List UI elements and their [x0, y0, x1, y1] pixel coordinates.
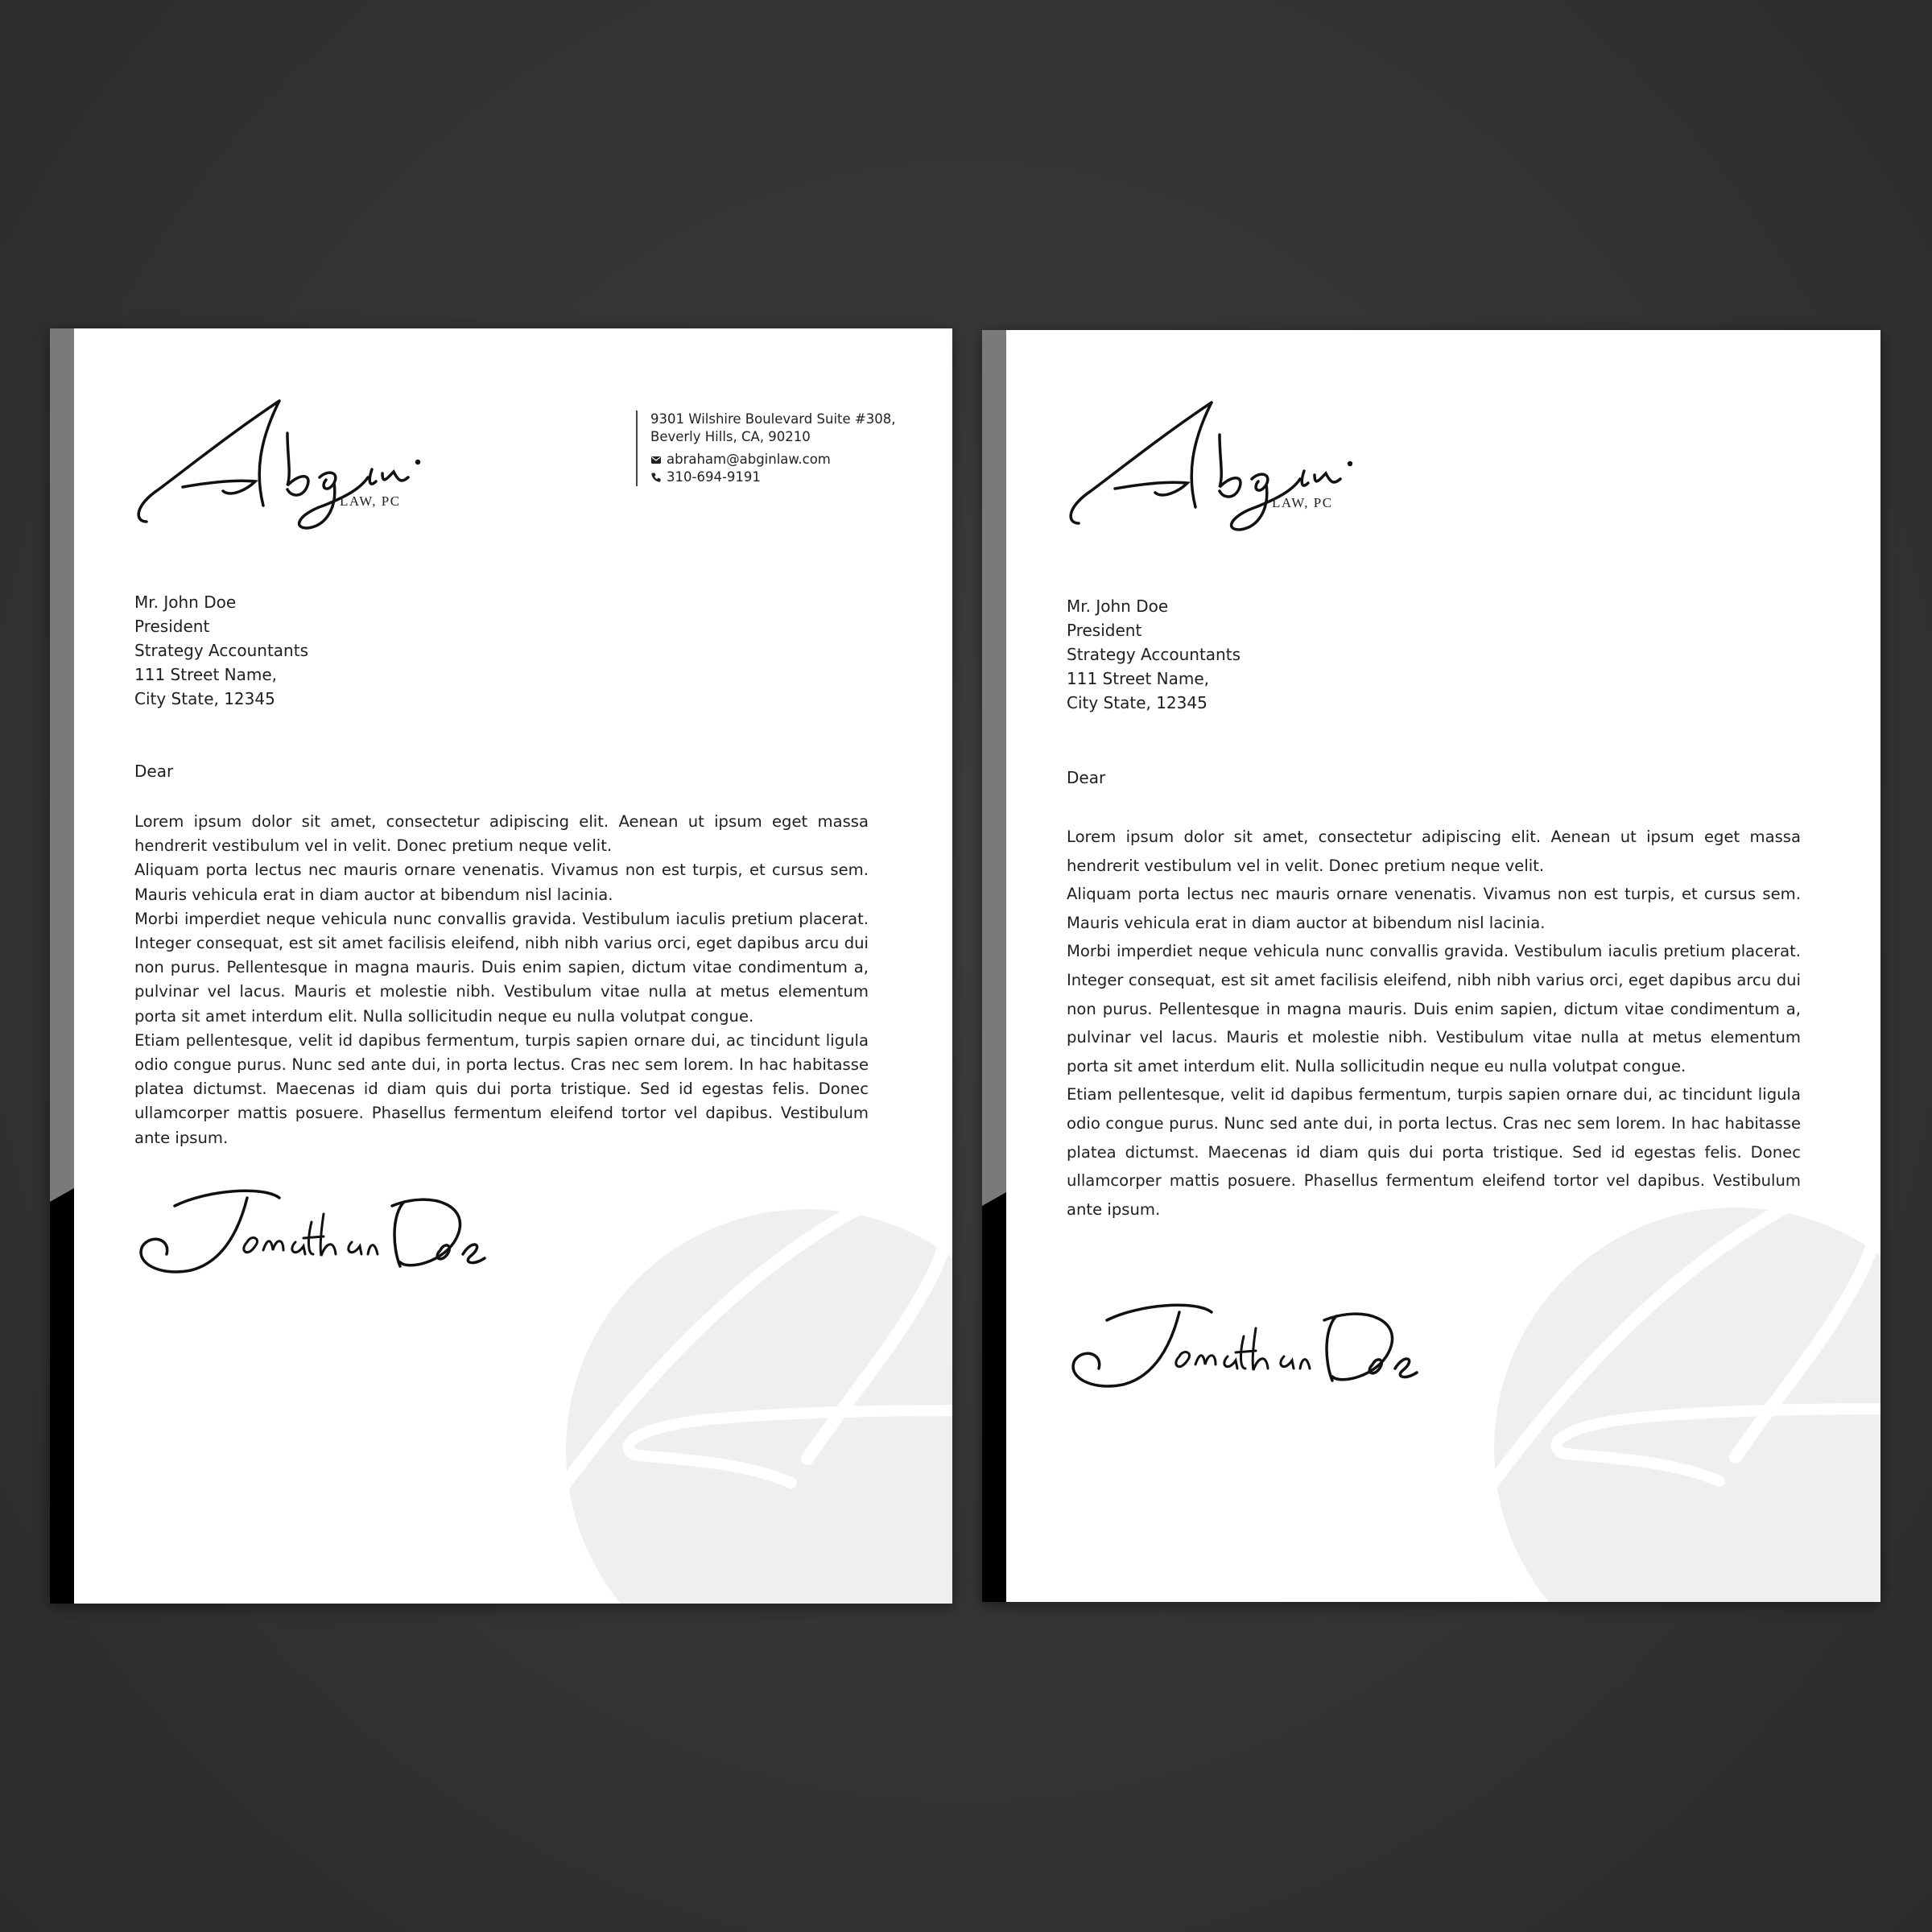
recipient-name: Mr. John Doe [1067, 597, 1169, 616]
recipient-street: 111 Street Name, [134, 665, 278, 684]
address-line-1: 9301 Wilshire Boulevard Suite #308, [650, 411, 896, 427]
logo-sub: LAW, PC [1272, 495, 1333, 510]
company-logo [1059, 386, 1364, 547]
side-accent-strip [50, 328, 74, 1604]
greeting: Dear [1067, 768, 1106, 787]
body-paragraph: Morbi imperdiet neque vehicula nunc convallis gravida. Vestibulum iaculis pretium placerat. Integer consequat, est sit amet facilisis eleifend, nibh nibh varius orci, eget dapibus arcu dui non purus. Pellentesque in magna mauris. Duis enim sapien, dictum vitae condimentum a, pulvinar vel lacus. Mauris et molestie nibh. Vestibulum vitae nulla at metus elementum porta sit amet interdum elit. Nulla sollicitudin neque eu nulla volutpat congue. [1067, 942, 1801, 1075]
address-line-2: Beverly Hills, CA, 90210 [650, 429, 811, 444]
email-text[interactable]: abraham@abginlaw.com [667, 452, 831, 467]
watermark-logo-mark [469, 1121, 952, 1604]
handwritten-signature [1059, 1296, 1429, 1401]
body-paragraph: Morbi imperdiet neque vehicula nunc convallis gravida. Vestibulum iaculis pretium placerat. Integer consequat, est sit amet facilisis eleifend, nibh nibh varius orci, eget dapibus arcu dui non purus. Pellentesque in magna mauris. Duis enim sapien, dictum vitae condimentum a, pulvinar vel lacus. Mauris et molestie nibh. Vestibulum vitae nulla at metus elementum porta sit amet interdum elit. Nulla sollicitudin neque eu nulla volutpat congue. [134, 909, 869, 1026]
letterhead-first-page [50, 328, 952, 1604]
contact-block [636, 411, 895, 486]
company-logo [126, 385, 432, 546]
email-line [650, 451, 895, 469]
abgin-logo-mark [1059, 386, 1364, 547]
recipient-title: President [1067, 621, 1142, 640]
body-paragraph: Aliquam porta lectus nec mauris ornare venenatis. Vivamus non est turpis, et cursus sem. Mauris vehicula erat in diam auctor at bibendum nisl lacinia. [1067, 885, 1801, 932]
body-paragraph: Etiam pellentesque, velit id dapibus fermentum, turpis sapien ornare dui, ac tincidunt ligula odio congue purus. Nunc sed ante dui, in porta lectus. Cras nec sem lorem. In hac habitasse platea dictumst. Maecenas id diam quis dui porta tristique. Sed id egestas felis. Donec ullamcorper mattis posuere. Phasellus fermentum eleifend tortor vel dapibus. Vestibulum ante ipsum. [134, 1030, 869, 1147]
letter-body [1067, 823, 1801, 1224]
phone-text[interactable]: 310-694-9191 [667, 469, 761, 485]
body-paragraph: Lorem ipsum dolor sit amet, consectetur adipiscing elit. Aenean ut ipsum eget massa hendrerit vestibulum vel in velit. Donec pretium neque velit. [134, 812, 869, 856]
body-paragraph: Lorem ipsum dolor sit amet, consectetur adipiscing elit. Aenean ut ipsum eget massa hendrerit vestibulum vel in velit. Donec pretium neque velit. [1067, 828, 1801, 875]
body-paragraph: Aliquam porta lectus nec mauris ornare venenatis. Vivamus non est turpis, et cursus sem. Mauris vehicula erat in diam auctor at bibendum nisl lacinia. [134, 861, 869, 904]
phone-icon [650, 472, 662, 483]
handwritten-signature [126, 1182, 497, 1286]
recipient-city: City State, 12345 [134, 689, 275, 708]
recipient-company: Strategy Accountants [134, 641, 308, 660]
recipient-city: City State, 12345 [1067, 693, 1208, 712]
abgin-logo-mark [126, 385, 432, 546]
logo-sub: LAW, PC [340, 493, 401, 509]
body-paragraph: Etiam pellentesque, velit id dapibus fermentum, turpis sapien ornare dui, ac tincidunt ligula odio congue purus. Nunc sed ante dui, in porta lectus. Cras nec sem lorem. In hac habitasse platea dictumst. Maecenas id diam quis dui porta tristique. Sed id egestas felis. Donec ullamcorper mattis posuere. Phasellus fermentum eleifend tortor vel dapibus. Vestibulum ante ipsum. [1067, 1085, 1801, 1219]
recipient-block [1067, 594, 1550, 715]
letterhead-second-page [982, 330, 1880, 1602]
envelope-icon [650, 454, 662, 465]
recipient-company: Strategy Accountants [1067, 645, 1241, 664]
side-accent-strip [982, 330, 1006, 1602]
recipient-block [134, 590, 617, 711]
recipient-street: 111 Street Name, [1067, 669, 1210, 688]
greeting: Dear [134, 762, 174, 781]
letter-body [134, 810, 869, 1150]
recipient-title: President [134, 617, 210, 636]
phone-line [650, 469, 895, 486]
recipient-name: Mr. John Doe [134, 592, 237, 612]
